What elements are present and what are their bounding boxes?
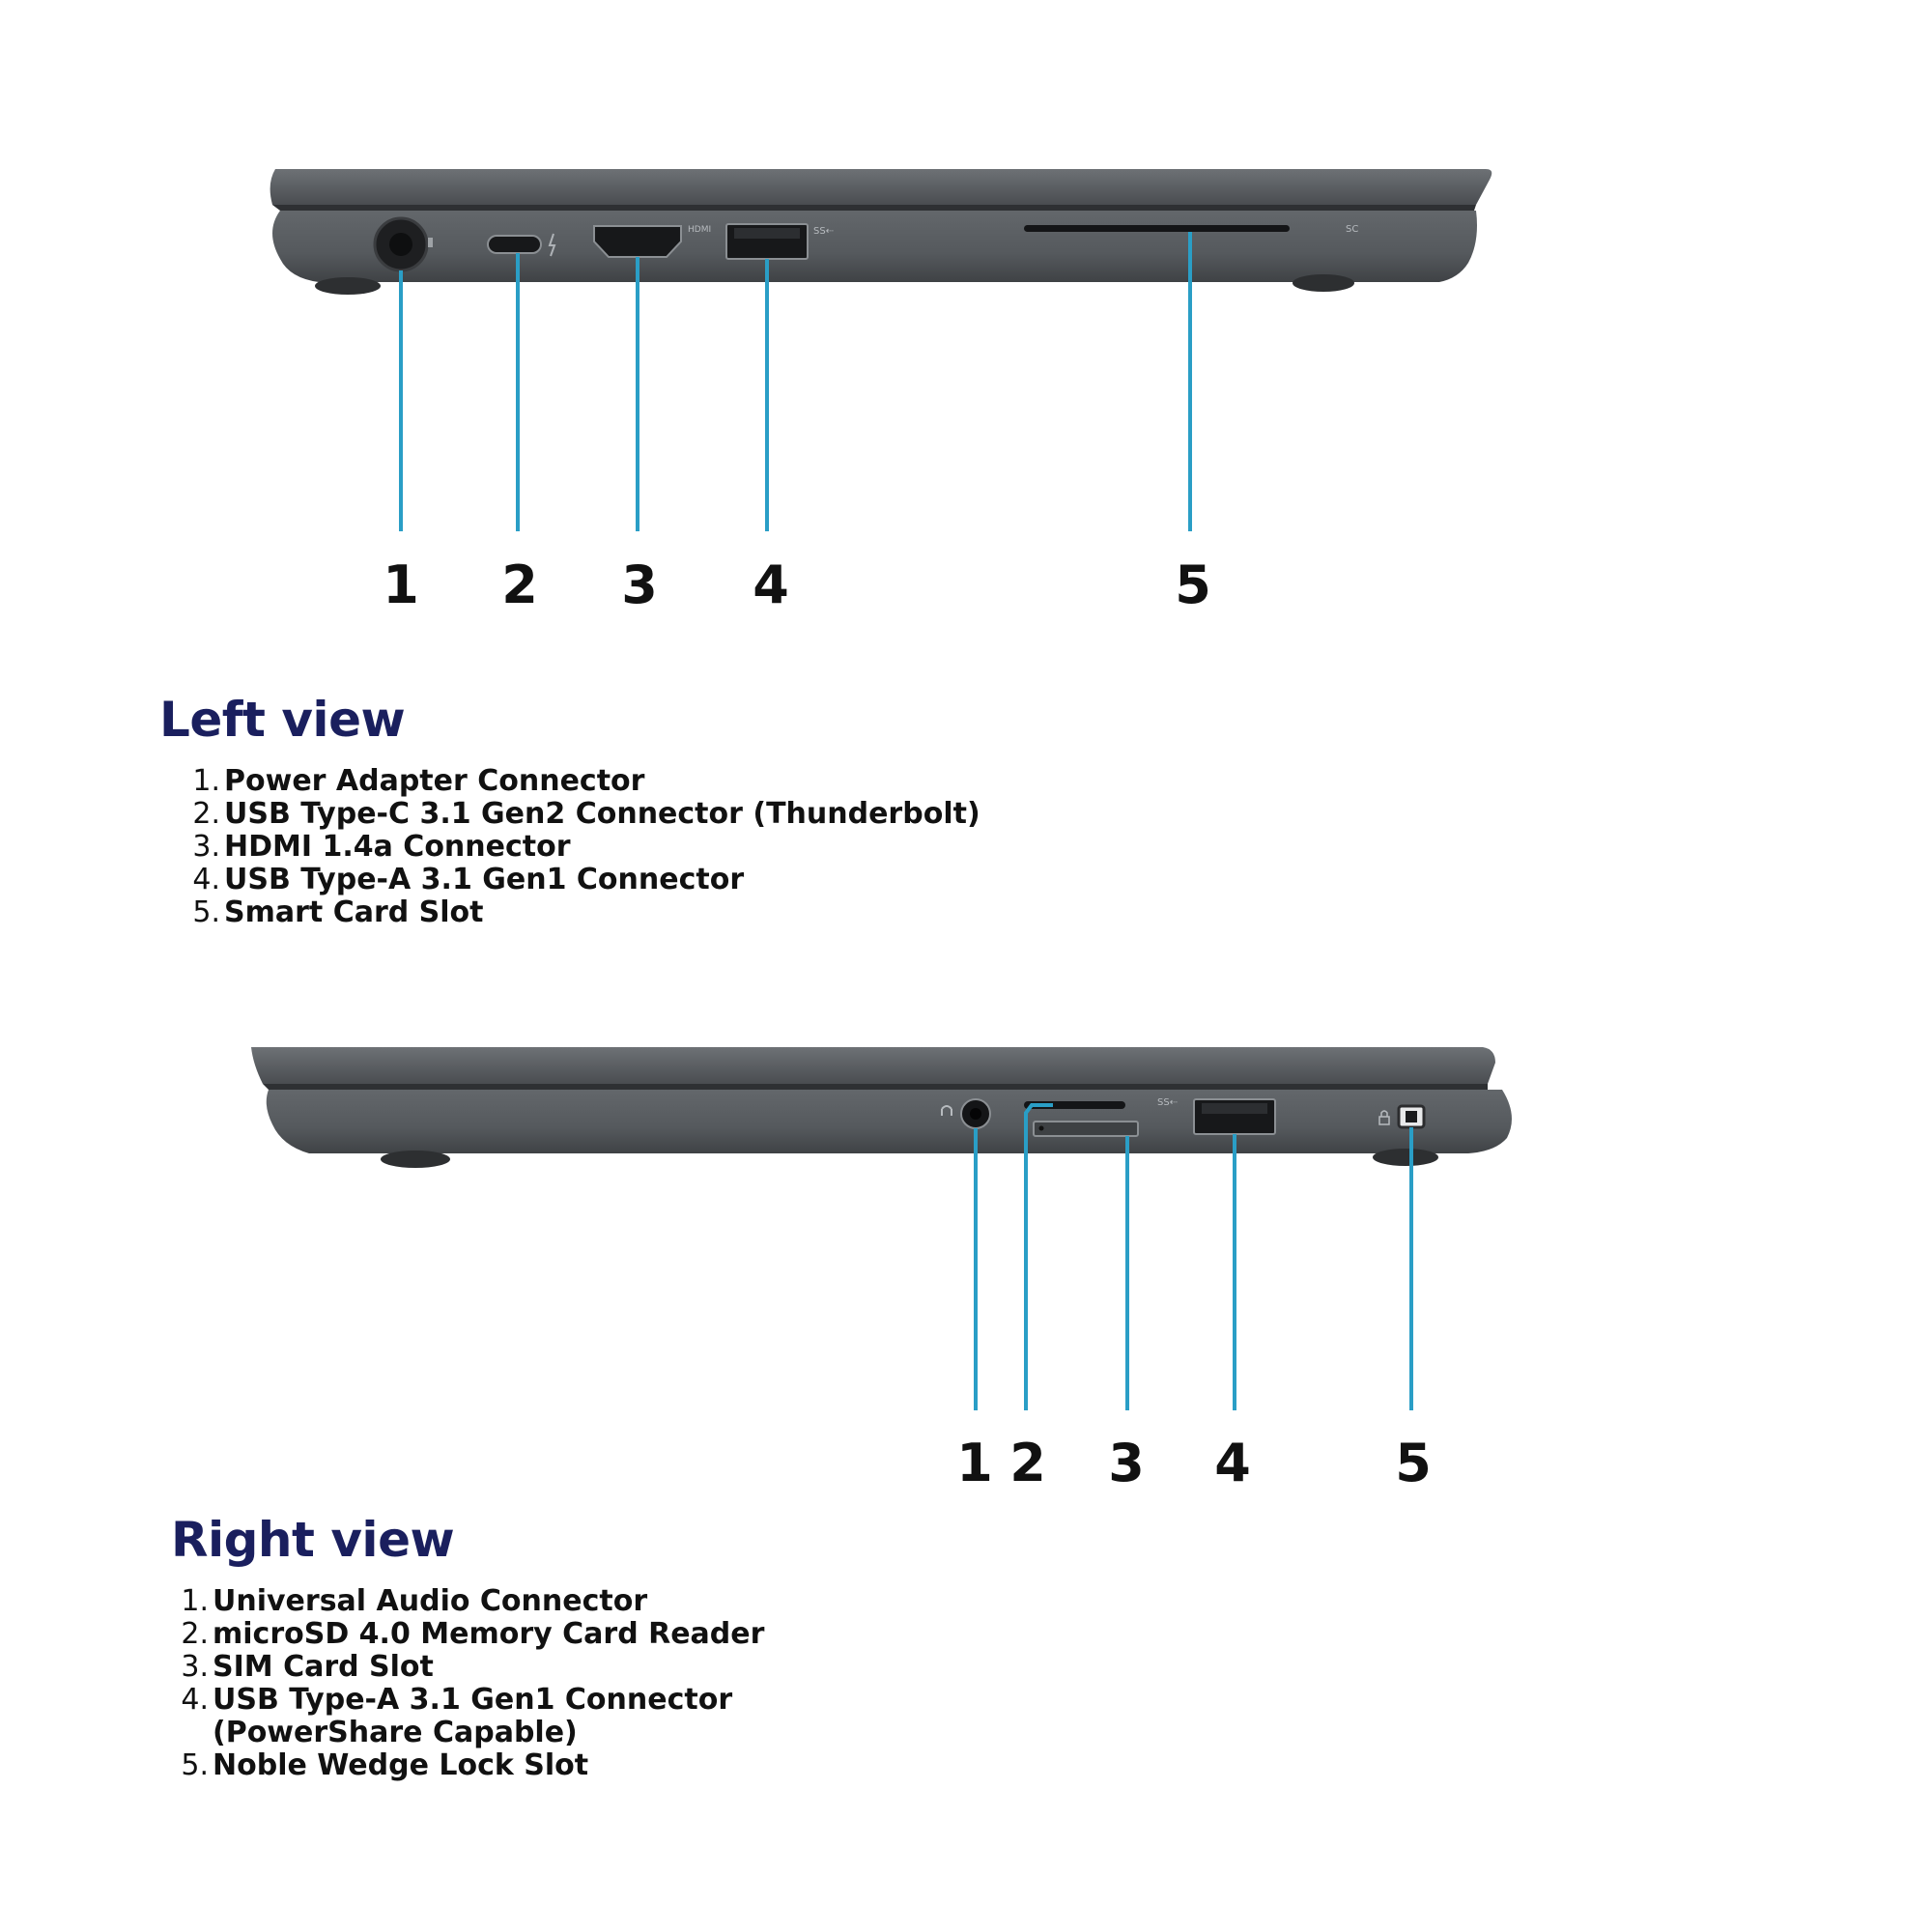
- left-callout-number-2: 2: [501, 554, 538, 615]
- left-view-heading: Left view: [159, 692, 406, 748]
- legend-item: 3. SIM Card Slot: [181, 1650, 434, 1684]
- legend-item: 2. USB Type-C 3.1 Gen2 Connector (Thunderbolt): [192, 797, 980, 831]
- right-callout-number-5: 5: [1395, 1433, 1432, 1493]
- legend-item: 3. HDMI 1.4a Connector: [192, 830, 571, 864]
- smart-card-slot-icon: [1024, 225, 1290, 232]
- right-view-figure: [0, 1024, 1932, 1507]
- left-view-legend: [184, 765, 980, 929]
- left-callout-number-5: 5: [1175, 554, 1211, 615]
- hdmi-port-icon: [594, 226, 681, 257]
- legend-item: 5. Noble Wedge Lock Slot: [181, 1748, 589, 1782]
- right-callout-number-1: 1: [956, 1433, 993, 1493]
- right-view-heading: Right view: [171, 1512, 455, 1568]
- sim-slot-icon: [1034, 1122, 1138, 1136]
- legend-item: 2. microSD 4.0 Memory Card Reader: [181, 1617, 765, 1651]
- smartcard-mark: SC: [1346, 224, 1359, 235]
- left-laptop-illustration: [0, 145, 1932, 628]
- legend-item: 1. Universal Audio Connector: [181, 1584, 648, 1618]
- left-laptop-base: [272, 211, 1477, 282]
- left-view-figure: [0, 145, 1932, 628]
- right-callout-number-4: 4: [1214, 1433, 1251, 1493]
- legend-item: 5. Smart Card Slot: [192, 895, 484, 929]
- right-callout-number-3: 3: [1108, 1433, 1145, 1493]
- left-callout-number-4: 4: [753, 554, 789, 615]
- usb-c-port-icon: [488, 236, 541, 253]
- right-laptop-illustration: [0, 1024, 1932, 1507]
- legend-item: 4. USB Type-A 3.1 Gen1 Connector: [192, 863, 745, 896]
- usb3-mark: SS⇠: [813, 226, 835, 237]
- legend-item: 4. USB Type-A 3.1 Gen1 Connector (PowerShare Capable): [181, 1683, 733, 1749]
- right-laptop-lid: [251, 1047, 1495, 1084]
- hdmi-mark: HDMI: [688, 225, 712, 235]
- legend-item: 1. Power Adapter Connector: [192, 764, 645, 798]
- right-laptop-base: [267, 1090, 1512, 1153]
- usb3-mark: SS⇠: [1157, 1097, 1179, 1108]
- left-laptop-lid: [270, 169, 1492, 205]
- left-callout-number-1: 1: [383, 554, 419, 615]
- right-callout-number-2: 2: [1009, 1433, 1046, 1493]
- left-callout-number-3: 3: [621, 554, 658, 615]
- right-view-legend: [172, 1585, 764, 1782]
